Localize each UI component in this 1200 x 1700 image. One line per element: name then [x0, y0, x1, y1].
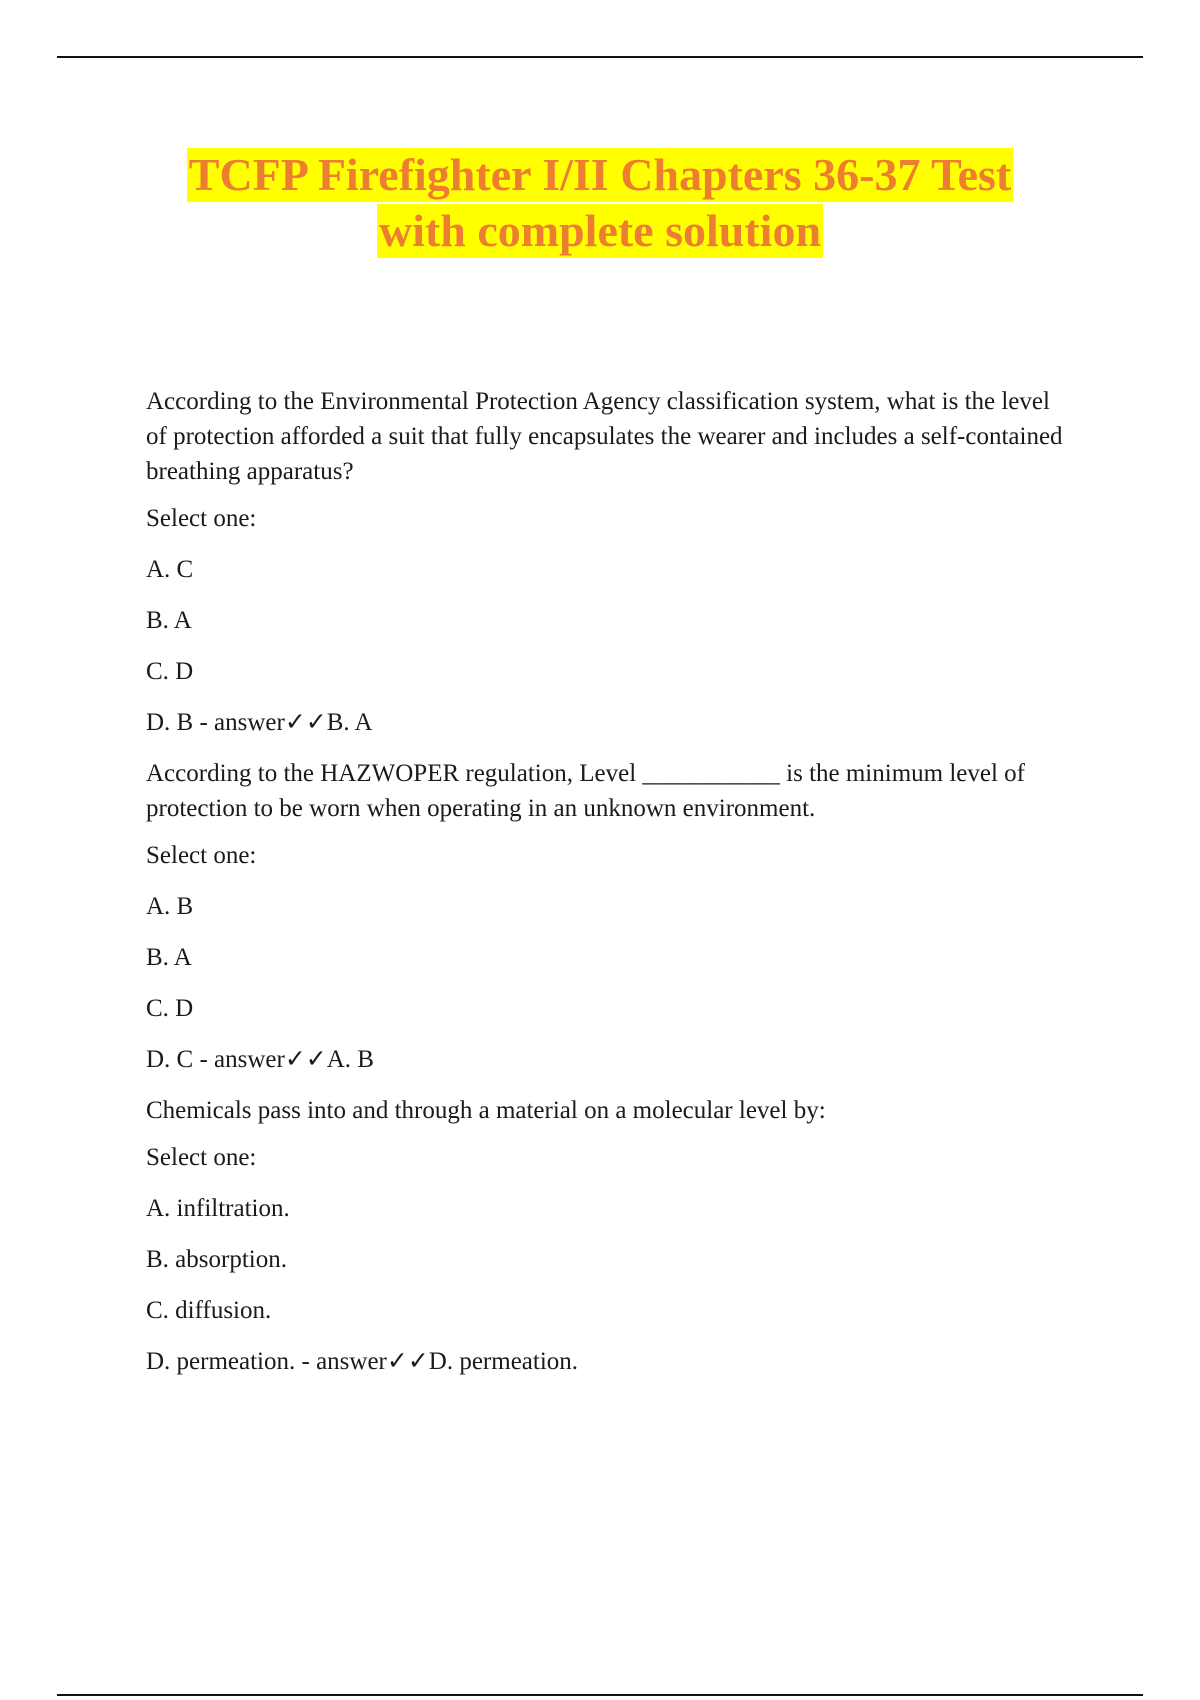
- select-prompt: Select one:: [146, 842, 257, 869]
- title-line-2: with complete solution: [378, 205, 822, 256]
- option-a: A. B: [146, 893, 194, 920]
- question-3: [146, 1093, 1076, 1379]
- option-d-with-answer: D. permeation. - answer✓✓D. permeation.: [146, 1348, 579, 1375]
- option-a: A. C: [146, 556, 194, 583]
- select-prompt: Select one:: [146, 505, 257, 532]
- option-c: C. diffusion.: [146, 1297, 272, 1324]
- question-list: [146, 384, 1076, 1395]
- option-b: B. A: [146, 607, 192, 634]
- select-prompt: Select one:: [146, 1144, 257, 1171]
- question-text: Chemicals pass into and through a material on a molecular level by:: [146, 1097, 826, 1124]
- option-d-with-answer: D. C - answer✓✓A. B: [146, 1046, 374, 1073]
- header-rule: [57, 56, 1143, 58]
- option-c: C. D: [146, 658, 194, 685]
- title-line-1: TCFP Firefighter I/II Chapters 36-37 Test: [188, 149, 1012, 200]
- option-b: B. absorption.: [146, 1246, 287, 1273]
- question-text: According to the HAZWOPER regulation, Level ___________ is the minimum level of protection to be worn when operating in an unknown environment.: [146, 760, 1026, 822]
- option-c: C. D: [146, 995, 194, 1022]
- question-2: [146, 756, 1076, 1077]
- question-1: [146, 384, 1076, 740]
- option-b: B. A: [146, 944, 192, 971]
- question-text: According to the Environmental Protection Agency classification system, what is the level of protection afforded a suit that fully encapsulates the wearer and includes a self-contained breathing apparatus?: [146, 388, 1063, 485]
- footer-rule: [57, 1694, 1143, 1696]
- option-d-with-answer: D. B - answer✓✓B. A: [146, 709, 373, 736]
- document-title: [0, 148, 1200, 260]
- option-a: A. infiltration.: [146, 1195, 290, 1222]
